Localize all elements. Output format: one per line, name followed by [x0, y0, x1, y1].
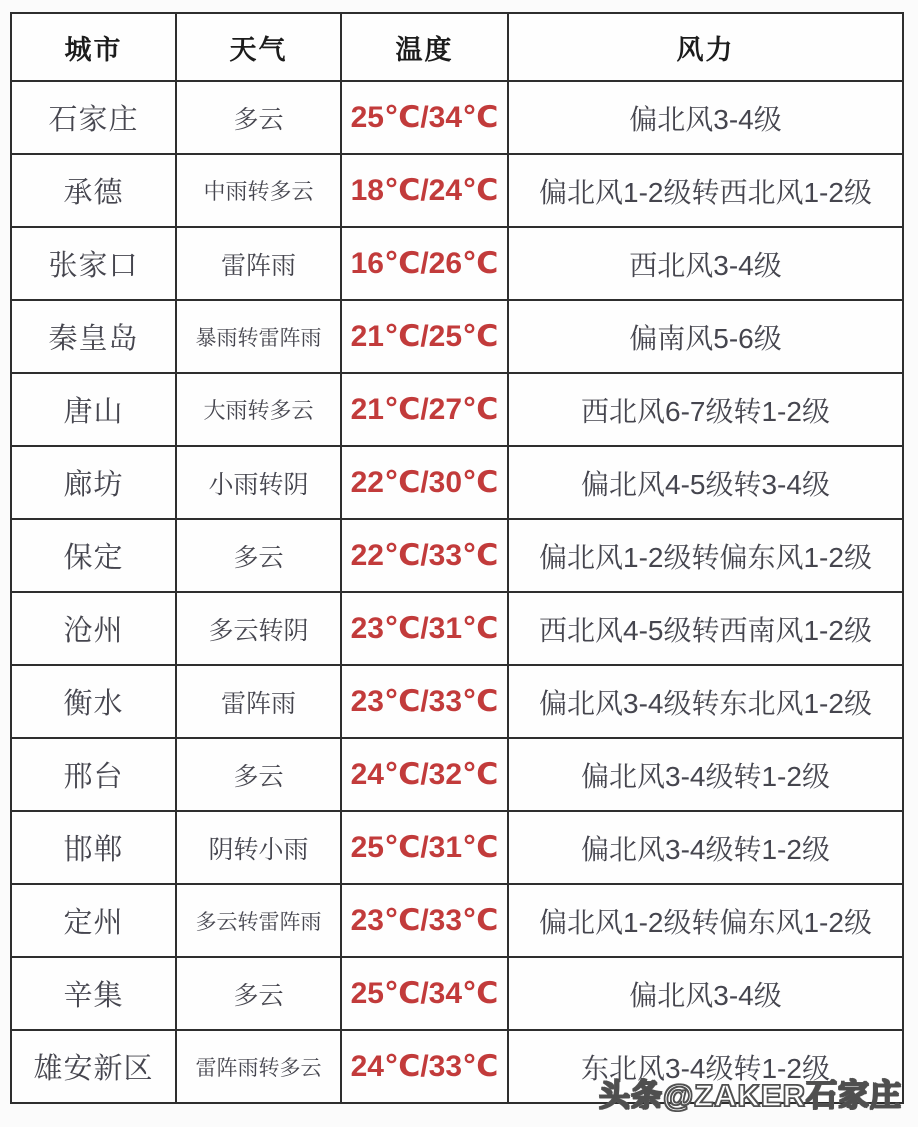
temperature-cell: 18℃/24℃	[341, 154, 508, 227]
table-row	[11, 154, 903, 227]
city-cell: 石家庄	[11, 81, 176, 154]
weather-cell: 中雨转多云	[176, 154, 341, 227]
temperature-cell: 22℃/30℃	[341, 446, 508, 519]
weather-table	[10, 12, 904, 1104]
table-row	[11, 227, 903, 300]
weather-cell: 多云	[176, 81, 341, 154]
city-cell: 秦皇岛	[11, 300, 176, 373]
table-row	[11, 81, 903, 154]
weather-cell: 多云	[176, 957, 341, 1030]
city-cell: 唐山	[11, 373, 176, 446]
wind-cell: 偏南风5-6级	[508, 300, 903, 373]
wind-cell: 偏北风3-4级	[508, 957, 903, 1030]
header-temperature: 温度	[341, 13, 508, 81]
temperature-cell: 23℃/33℃	[341, 665, 508, 738]
weather-cell: 阴转小雨	[176, 811, 341, 884]
weather-cell: 多云转雷阵雨	[176, 884, 341, 957]
weather-cell: 小雨转阴	[176, 446, 341, 519]
weather-cell: 大雨转多云	[176, 373, 341, 446]
weather-cell: 雷阵雨转多云	[176, 1030, 341, 1103]
temperature-cell: 24℃/32℃	[341, 738, 508, 811]
table-body	[11, 81, 903, 1103]
wind-cell: 西北风6-7级转1-2级	[508, 373, 903, 446]
table-row	[11, 738, 903, 811]
table-row	[11, 592, 903, 665]
temperature-cell: 25℃/31℃	[341, 811, 508, 884]
weather-cell: 多云	[176, 738, 341, 811]
temperature-cell: 24℃/33℃	[341, 1030, 508, 1103]
table-row	[11, 446, 903, 519]
wind-cell: 偏北风4-5级转3-4级	[508, 446, 903, 519]
city-cell: 承德	[11, 154, 176, 227]
wind-cell: 西北风4-5级转西南风1-2级	[508, 592, 903, 665]
wind-cell: 偏北风1-2级转偏东风1-2级	[508, 884, 903, 957]
table-row	[11, 811, 903, 884]
weather-cell: 雷阵雨	[176, 227, 341, 300]
temperature-cell: 16℃/26℃	[341, 227, 508, 300]
watermark: 头条@ZAKER石家庄	[598, 1078, 902, 1113]
table-row	[11, 519, 903, 592]
city-cell: 保定	[11, 519, 176, 592]
wind-cell: 偏北风3-4级转1-2级	[508, 811, 903, 884]
city-cell: 辛集	[11, 957, 176, 1030]
wind-cell: 偏北风3-4级	[508, 81, 903, 154]
table-row	[11, 373, 903, 446]
city-cell: 张家口	[11, 227, 176, 300]
table-row	[11, 300, 903, 373]
temperature-cell: 22℃/33℃	[341, 519, 508, 592]
city-cell: 定州	[11, 884, 176, 957]
temperature-cell: 21℃/27℃	[341, 373, 508, 446]
table-row	[11, 957, 903, 1030]
city-cell: 雄安新区	[11, 1030, 176, 1103]
wind-cell: 西北风3-4级	[508, 227, 903, 300]
wind-cell: 偏北风1-2级转偏东风1-2级	[508, 519, 903, 592]
header-city: 城市	[11, 13, 176, 81]
city-cell: 沧州	[11, 592, 176, 665]
city-cell: 衡水	[11, 665, 176, 738]
temperature-cell: 23℃/33℃	[341, 884, 508, 957]
temperature-cell: 25℃/34℃	[341, 81, 508, 154]
wind-cell: 偏北风1-2级转西北风1-2级	[508, 154, 903, 227]
wind-cell: 偏北风3-4级转东北风1-2级	[508, 665, 903, 738]
city-cell: 邯郸	[11, 811, 176, 884]
city-cell: 邢台	[11, 738, 176, 811]
weather-cell: 雷阵雨	[176, 665, 341, 738]
table-row	[11, 665, 903, 738]
header-row	[11, 13, 903, 81]
wind-cell: 东北风3-4级转1-2级	[508, 1030, 903, 1103]
temperature-cell: 23℃/31℃	[341, 592, 508, 665]
temperature-cell: 25℃/34℃	[341, 957, 508, 1030]
table-row	[11, 884, 903, 957]
weather-cell: 多云	[176, 519, 341, 592]
wind-cell: 偏北风3-4级转1-2级	[508, 738, 903, 811]
header-weather: 天气	[176, 13, 341, 81]
temperature-cell: 21℃/25℃	[341, 300, 508, 373]
weather-cell: 暴雨转雷阵雨	[176, 300, 341, 373]
header-wind: 风力	[508, 13, 903, 81]
city-cell: 廊坊	[11, 446, 176, 519]
weather-cell: 多云转阴	[176, 592, 341, 665]
